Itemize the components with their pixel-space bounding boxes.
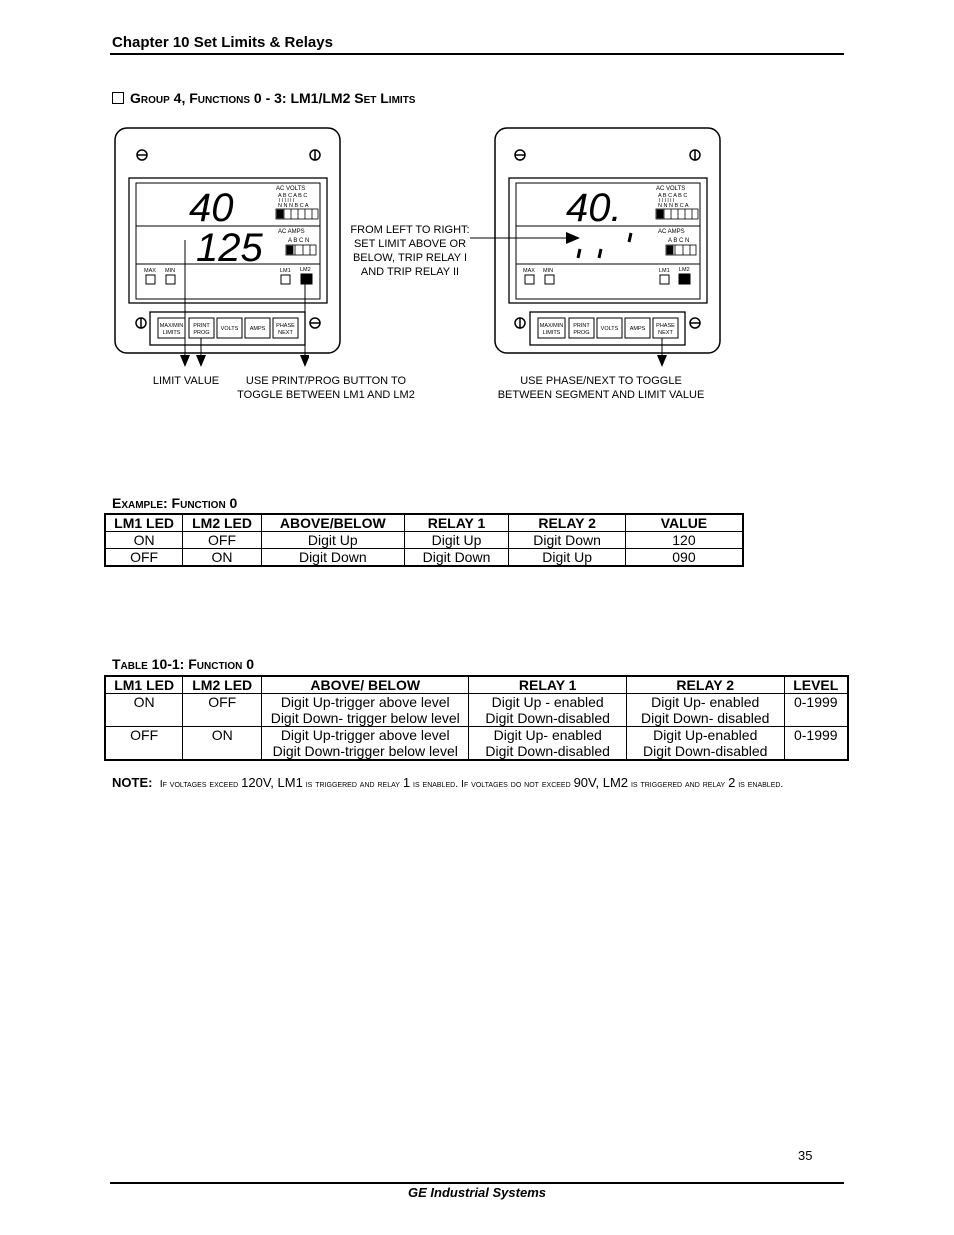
svg-text:N N N B C A: N N N B C A xyxy=(658,203,689,209)
svg-text:A B C A B C: A B C A B C xyxy=(278,193,308,199)
table-row: ON OFF Digit Up-trigger above level Digit Down- trigger below level Digit Up - enabled Digit Down-disabled Digit Up- enabled Digit Down- disabled 0-1999 xyxy=(105,694,848,727)
table-row: OFF ON Digit Up-trigger above level Digit Down-trigger below level Digit Up- enabled Digit Down-disabled Digit Up-enabled Digit Down-disabled 0-1999 xyxy=(105,727,848,761)
table-10-1-caption: Table 10-1: Function 0 xyxy=(112,656,255,672)
svg-text:PHASE: PHASE xyxy=(276,323,295,329)
svg-text:AMPS: AMPS xyxy=(249,326,266,332)
svg-text:NEXT: NEXT xyxy=(278,330,293,336)
svg-text:MAX: MAX xyxy=(523,268,535,274)
svg-text:I I I I I I: I I I I I I xyxy=(659,198,675,204)
table-header-row: LM1 LED LM2 LED ABOVE/BELOW RELAY 1 RELAY 2 VALUE xyxy=(105,514,743,532)
ac-volts-label: AC VOLTS xyxy=(656,186,686,192)
bottom-display-value: 125 xyxy=(196,226,263,270)
limit-value-caption: LIMIT VALUE xyxy=(152,375,220,387)
top-display-value: 40 xyxy=(189,186,234,230)
amps-phase-leds xyxy=(666,245,696,255)
ac-amps-label: AC AMPS xyxy=(658,229,685,235)
table-row: OFF ON Digit Down Digit Down Digit Up 090 xyxy=(105,549,743,567)
svg-text:VOLTS: VOLTS xyxy=(600,326,619,332)
section-title: Group 4, Functions 0 - 3: LM1/LM2 Set Limits xyxy=(112,90,415,106)
min-led xyxy=(545,275,554,284)
svg-text:MIN: MIN xyxy=(165,268,176,274)
center-callout-arrow xyxy=(470,232,582,246)
svg-text:A B C N: A B C N xyxy=(288,238,310,244)
min-led xyxy=(166,275,175,284)
svg-text:I I I I I I: I I I I I I xyxy=(279,198,295,204)
example-caption: Example: Function 0 xyxy=(112,495,238,511)
svg-text:PROG: PROG xyxy=(573,330,590,336)
lm1-led xyxy=(281,275,290,284)
svg-text:PRINT: PRINT xyxy=(573,323,590,329)
svg-text:PRINT: PRINT xyxy=(193,323,210,329)
svg-text:LM2: LM2 xyxy=(679,267,690,273)
svg-text:MAX/MIN: MAX/MIN xyxy=(539,323,564,329)
ac-amps-label: AC AMPS xyxy=(278,229,305,235)
print-prog-caption: USE PRINT/PROG BUTTON TO TOGGLE BETWEEN LM1 AND LM2 xyxy=(237,375,415,401)
right-arrowhead xyxy=(656,355,670,369)
svg-text:LM2: LM2 xyxy=(300,267,311,273)
table-row: ON OFF Digit Up Digit Up Digit Down 120 xyxy=(105,532,743,549)
footer-rule xyxy=(110,1182,844,1184)
svg-text:MIN: MIN xyxy=(543,268,554,274)
svg-text:PROG: PROG xyxy=(193,330,210,336)
page-number: 35 xyxy=(798,1148,813,1163)
svg-text:LIMITS: LIMITS xyxy=(162,330,181,336)
ac-volts-label: AC VOLTS xyxy=(276,186,306,192)
svg-text:NEXT: NEXT xyxy=(658,330,673,336)
left-arrowheads xyxy=(179,355,309,369)
footer-text: GE Industrial Systems xyxy=(408,1185,546,1200)
max-led xyxy=(146,275,155,284)
amps-phase-leds xyxy=(286,245,316,255)
volts-phase-leds xyxy=(656,209,698,219)
volts-phase-leds xyxy=(276,209,318,219)
center-callout-text: FROM LEFT TO RIGHT: SET LIMIT ABOVE OR BELOW, TRIP RELAY I AND TRIP RELAY II xyxy=(350,224,470,278)
table-header-row: LM1 LED LM2 LED ABOVE/ BELOW RELAY 1 RELAY 2 LEVEL xyxy=(105,676,848,694)
svg-text:LM1: LM1 xyxy=(659,268,670,274)
chapter-header: Chapter 10 Set Limits & Relays xyxy=(112,34,333,51)
svg-text:MAX: MAX xyxy=(144,268,156,274)
phase-next-caption: USE PHASE/NEXT TO TOGGLE BETWEEN SEGMENT AND LIMIT VALUE xyxy=(497,375,705,401)
svg-text:LM1: LM1 xyxy=(280,268,291,274)
note-paragraph: NOTE: If voltages exceed 120V, LM1 is triggered and relay 1 is enabled. If voltages do not exceed 90V, LM2 is triggered and relay 2 is enabled. xyxy=(112,775,784,790)
top-display-value: 40. xyxy=(566,186,622,230)
meter-left-diagram xyxy=(110,122,350,362)
table-10-1 xyxy=(104,675,849,761)
svg-text:A B C N: A B C N xyxy=(668,238,690,244)
example-table xyxy=(104,513,744,567)
svg-text:N N N B C A: N N N B C A xyxy=(278,203,309,209)
svg-text:VOLTS: VOLTS xyxy=(220,326,239,332)
svg-text:AMPS: AMPS xyxy=(629,326,646,332)
checkbox-bullet-icon xyxy=(112,92,124,104)
svg-text:A B C A B C: A B C A B C xyxy=(658,193,688,199)
svg-text:MAX/MIN: MAX/MIN xyxy=(159,323,184,329)
max-led xyxy=(525,275,534,284)
svg-text:LIMITS: LIMITS xyxy=(542,330,561,336)
svg-text:PHASE: PHASE xyxy=(656,323,675,329)
lm2-led xyxy=(301,274,312,284)
header-rule xyxy=(110,53,844,55)
lm2-led xyxy=(679,274,690,284)
lm1-led xyxy=(660,275,669,284)
